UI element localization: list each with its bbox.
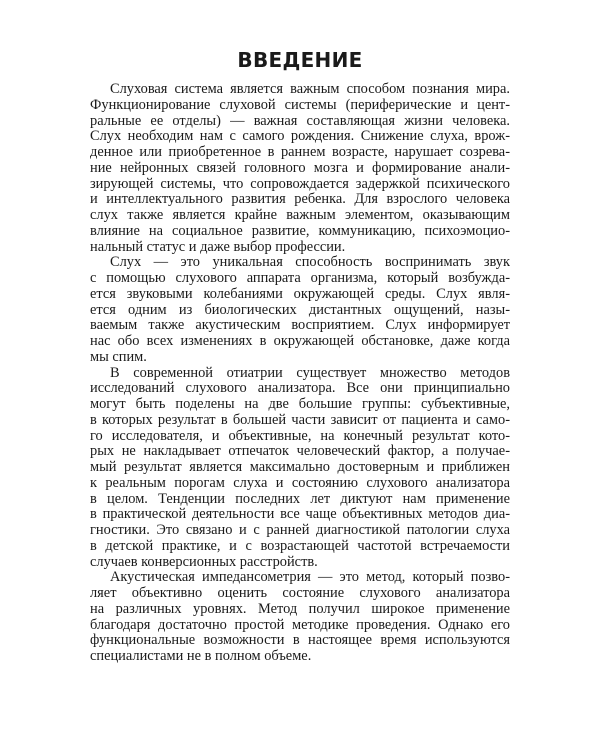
text-line: мый результат является максимально достоверным и приближен [90, 460, 510, 475]
text-line: в детской практике, и с возрастающей частотой встречаемости [90, 538, 510, 554]
text-line: ние нейронных связей головного мозга и формирование анали- [90, 160, 510, 176]
text-line: зирующей системы, что сопровождается задержкой психического [90, 176, 510, 192]
text-line: в практической деятельности все чаще объективных методов диа- [90, 507, 510, 523]
text-line: Слух необходим нам с самого рождения. Снижение слуха, врож- [90, 129, 510, 145]
text-line: специалистами не в полном объеме. [90, 649, 312, 664]
text-line: могут быть поделены на две большие группы: субъективные, [90, 397, 510, 412]
text-line: с помощью слухового аппарата организма, который возбужда- [90, 271, 510, 286]
text-line: нальный статус и даже выбор профессии. [90, 239, 346, 255]
text-line: благодаря достаточно простой методике проведения. Однако его [90, 617, 510, 633]
text-line: слух также является крайне важным элементом, оказывающим [90, 208, 510, 223]
text-line: ральные ее отделы) — важная составляющая жизни человека. [90, 113, 510, 129]
text-line: В современной отиатрии существует множество методов [110, 365, 510, 381]
paragraph [90, 366, 510, 571]
text-line: гностики. Это связано и с ранней диагностикой патологии слуха [90, 523, 510, 538]
text-line: ется звуковыми колебаниями окружающей среды. Слух явля- [90, 286, 510, 302]
text-line: нас обо всех изменениях в окружающей обстановке, даже когда [90, 334, 510, 349]
paragraph [90, 82, 510, 255]
chapter-heading: ВВЕДЕНИЕ [237, 48, 363, 72]
text-line: влияние на социальное развитие, коммуникацию, психоэмоцио- [90, 223, 510, 239]
text-line: и интеллектуального развития ребенка. Для взрослого человека [90, 192, 510, 208]
body-text [90, 82, 510, 665]
paragraph [90, 570, 510, 665]
text-line: Функционирование слуховой системы (периферические и цент- [90, 97, 510, 113]
text-line: мы спим. [90, 349, 147, 365]
text-line: случаев конверсионных расстройств. [90, 554, 318, 570]
text-line: к реальным порогам слуха и состоянию слухового анализатора [90, 475, 510, 491]
text-line: рых не накладывает отпечаток человеческий фактор, а получае- [90, 444, 510, 460]
paragraph [90, 255, 510, 365]
text-line: Акустическая импедансометрия — это метод, который позво- [110, 570, 510, 586]
text-line: ется одним из биологических дистантных ощущений, назы- [90, 302, 510, 318]
text-line: функциональные возможности в настоящее время используются [90, 633, 510, 649]
text-line: ваемым также акустическим восприятием. Слух информирует [90, 318, 510, 334]
text-line: денное или приобретенное в раннем возрасте, нарушает созрева- [90, 145, 510, 160]
text-line: го исследователя, и объективные, на конечный результат кото- [90, 428, 510, 444]
text-line: на различных уровнях. Метод получил широкое применение [90, 601, 510, 617]
text-line: Слух — это уникальная способность воспринимать звук [110, 255, 510, 271]
text-line: Слуховая система является важным способом познания мира. [110, 82, 510, 97]
text-line: в целом. Тенденции последних лет диктуют нам применение [90, 491, 510, 507]
text-line: исследований слухового анализатора. Все они принципиально [90, 381, 510, 397]
text-line: в которых результат в большей части зависит от пациента и само- [90, 412, 510, 428]
text-line: ляет объективно оценить состояние слухового анализатора [90, 586, 510, 601]
